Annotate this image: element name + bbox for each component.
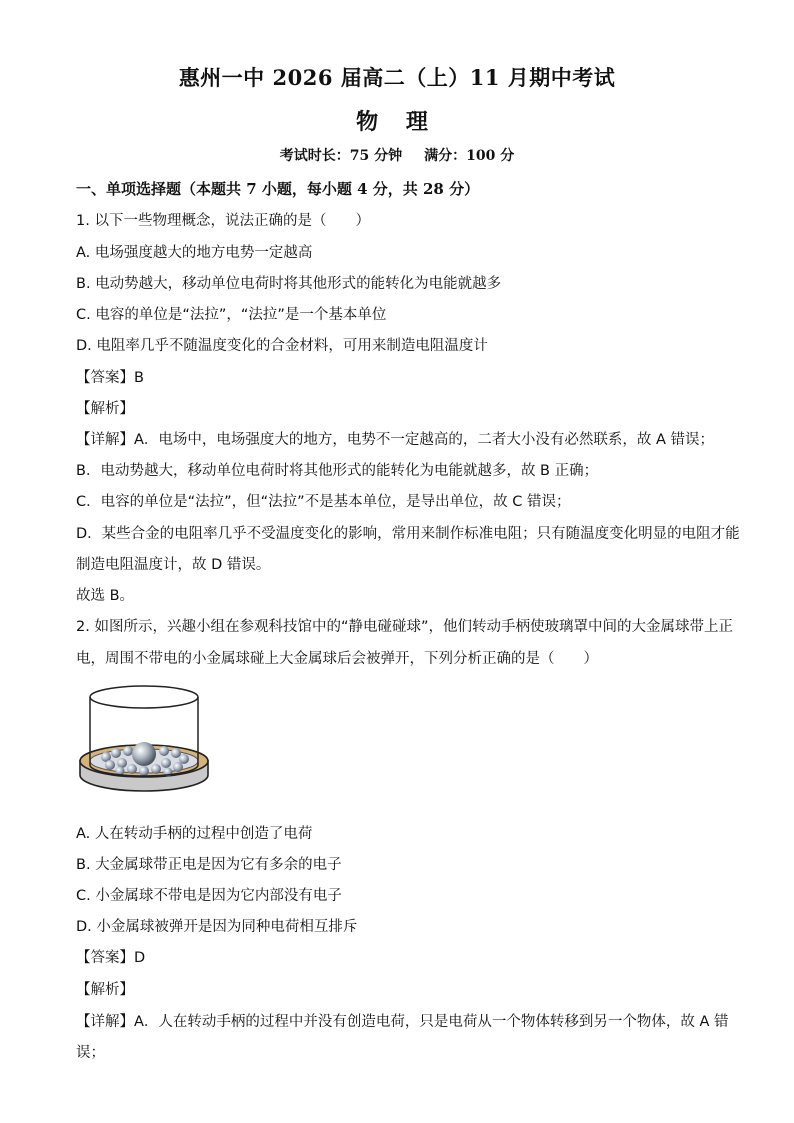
exam-duration: 考试时长：75 分钟 [279, 148, 403, 164]
q1-detail-line: 故选 B。 [76, 588, 135, 604]
section-heading: 一、单项选择题（本题共 7 小题，每小题 4 分，共 28 分） [76, 180, 480, 198]
subject-title: 物 理 [356, 109, 438, 135]
q1-option-c: C. 电容的单位是“法拉”，“法拉”是一个基本单位 [76, 307, 387, 323]
q2-option-d: D. 小金属球被弹开是因为同种电荷相互排斥 [76, 919, 358, 935]
q1-detail-line: C．电容的单位是“法拉”，但“法拉”不是基本单位，是导出单位，故 C 错误； [76, 494, 571, 510]
q2-option-b: B. 大金属球带正电是因为它有多余的电子 [76, 857, 342, 873]
exam-score: 满分：100 分 [424, 148, 515, 164]
q1-detail-line: B．电动势越大，移动单位电荷时将其他形式的能转化为电能就越多，故 B 正确； [76, 463, 599, 479]
exam-title: 惠州一中 2026 届高二（上）11 月期中考试 [178, 65, 616, 90]
large-metal-ball [132, 742, 156, 766]
q2-detail-line: 【详解】A．人在转动手柄的过程中并没有创造电荷，只是电荷从一个物体转移到另一个物体，故 A 错 [76, 1014, 729, 1030]
q1-analysis-label: 【解析】 [76, 401, 134, 417]
exam-info [0, 145, 794, 165]
q2-option-a: A. 人在转动手柄的过程中创造了电荷 [76, 826, 313, 842]
q2-answer: 【答案】D [76, 950, 146, 966]
q1-detail-line: D．某些合金的电阻率几乎不受温度变化的影响，常用来制作标准电阻；只有随温度变化明显的电阻才能 [76, 526, 740, 542]
q2-detail-line: 误； [76, 1045, 105, 1061]
q1-option-b: B. 电动势越大，移动单位电荷时将其他形式的能转化为电能就越多 [76, 276, 502, 292]
q2-analysis-label: 【解析】 [76, 982, 134, 998]
q2-option-c: C. 小金属球不带电是因为它内部没有电子 [76, 888, 342, 904]
q1-answer: 【答案】B [76, 370, 144, 386]
q1-option-d: D. 电阻率几乎不随温度变化的合金材料，可用来制造电阻温度计 [76, 338, 488, 354]
q1-option-a: A. 电场强度越大的地方电势一定越高 [76, 245, 313, 261]
electrostatic-ball-figure [76, 683, 212, 805]
q1-detail-line: 【详解】A．电场中，电场强度大的地方，电势不一定越高的，二者大小没有必然联系，故 A 错误； [76, 432, 715, 448]
q2-stem-line: 电，周围不带电的小金属球碰上大金属球后会被弹开，下列分析正确的是（ ） [76, 651, 598, 667]
q2-stem-line: 2. 如图所示，兴趣小组在参观科技馆中的“静电碰碰球”，他们转动手柄使玻璃罩中间的大金属球带上正 [76, 619, 733, 635]
q1-stem: 1. 以下一些物理概念，说法正确的是（ ） [76, 213, 370, 229]
q1-detail-line: 制造电阻温度计，故 D 错误。 [76, 557, 271, 573]
